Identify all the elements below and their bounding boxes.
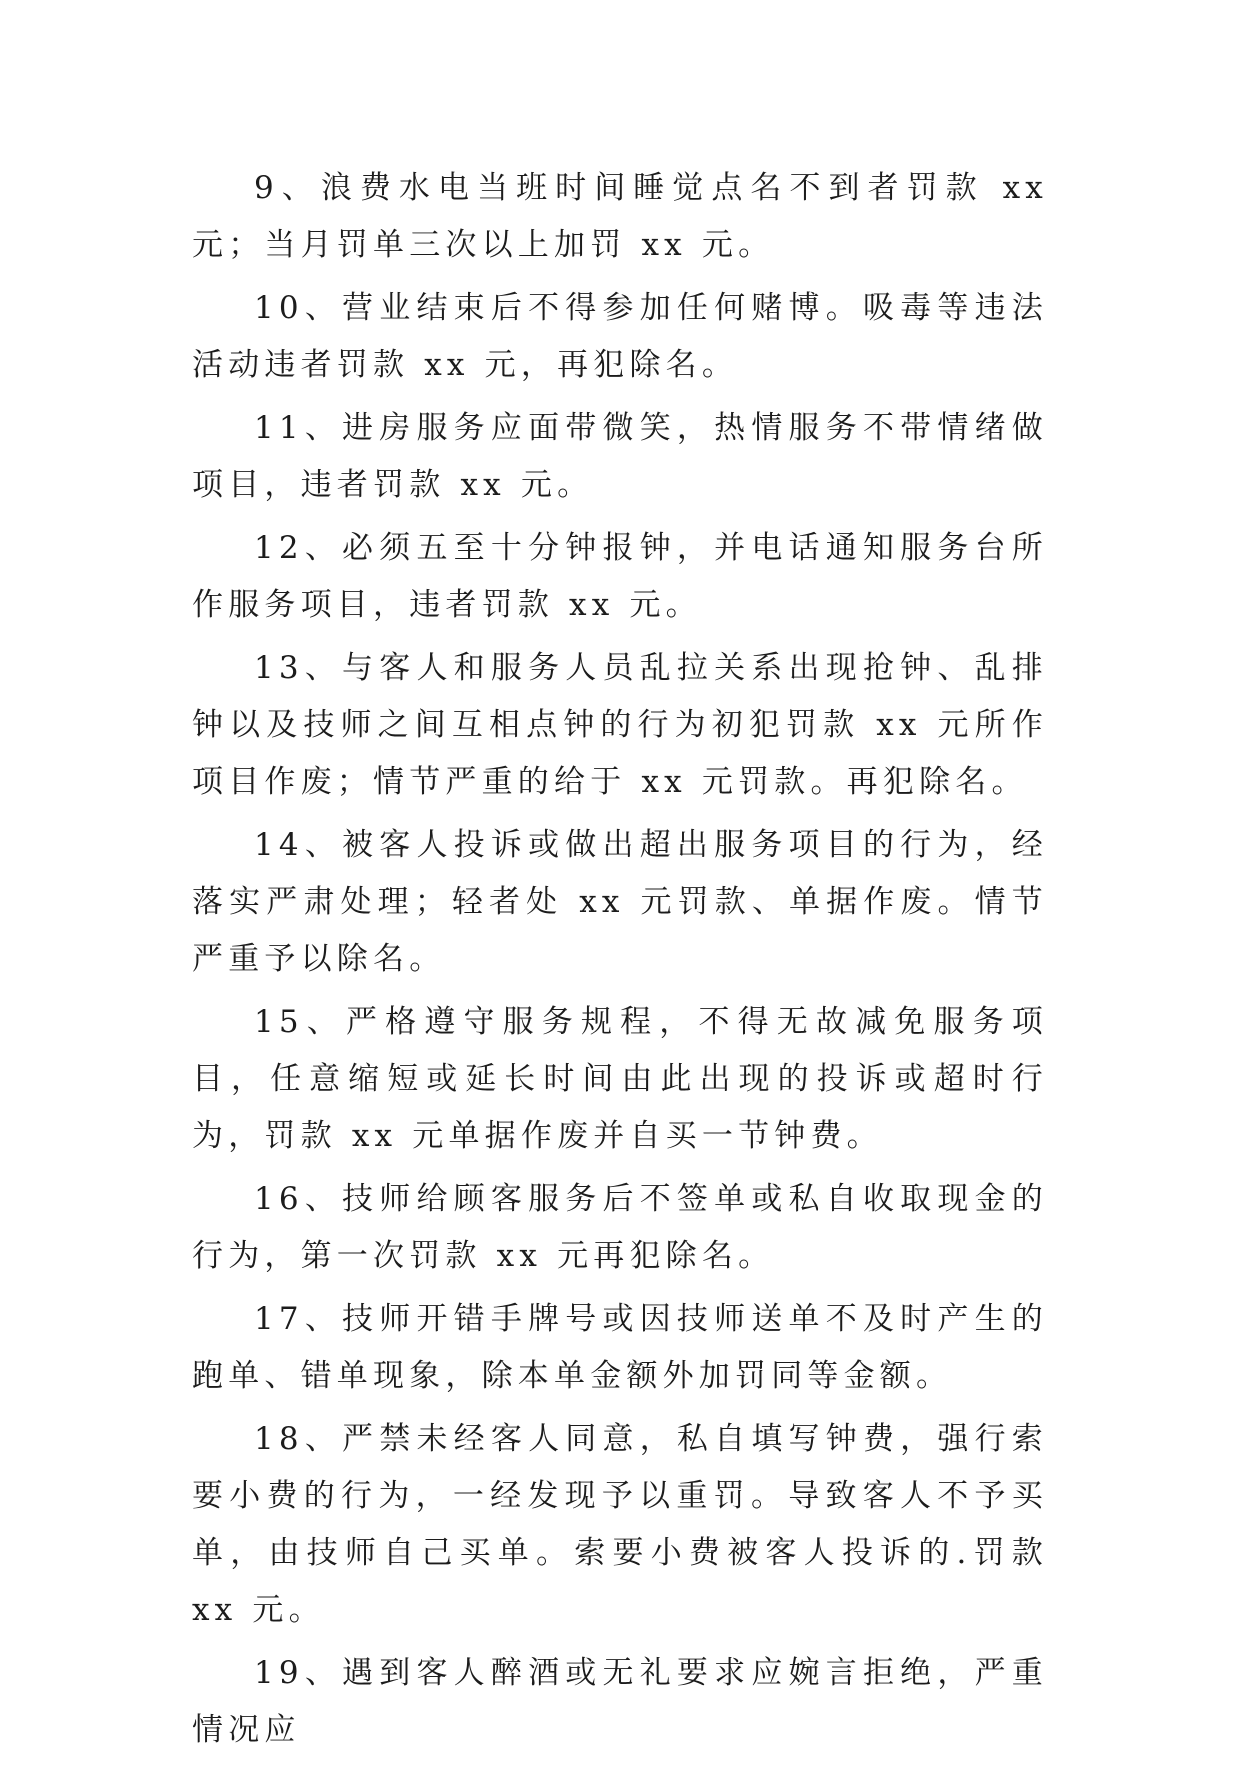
paragraph-rule-18: 18、严禁未经客人同意，私自填写钟费，强行索要小费的行为，一经发现予以重罚。导致客人不予买单，由技师自己买单。索要小费被客人投诉的.罚款 xx 元。 [192, 1421, 1048, 1628]
paragraph-rule-10: 10、营业结束后不得参加任何赌博。吸毒等违法活动违者罚款 xx 元，再犯除名。 [192, 290, 1048, 383]
paragraph-rule-17: 17、技师开错手牌号或因技师送单不及时产生的跑单、错单现象，除本单金额外加罚同等金额。 [192, 1301, 1048, 1394]
paragraph-rule-13: 13、与客人和服务人员乱拉关系出现抢钟、乱排钟以及技师之间互相点钟的行为初犯罚款 xx 元所作项目作废；情节严重的给于 xx 元罚款。再犯除名。 [192, 650, 1048, 800]
paragraph-rule-12: 12、必须五至十分钟报钟，并电话通知服务台所作服务项目，违者罚款 xx 元。 [192, 530, 1048, 623]
paragraph-rule-14: 14、被客人投诉或做出超出服务项目的行为，经落实严肃处理；轻者处 xx 元罚款、单据作废。情节严重予以除名。 [192, 827, 1048, 977]
paragraph-rule-19: 19、遇到客人醉酒或无礼要求应婉言拒绝，严重情况应 [192, 1655, 1048, 1748]
document-body [192, 160, 1048, 1765]
paragraph-rule-16: 16、技师给顾客服务后不签单或私自收取现金的行为，第一次罚款 xx 元再犯除名。 [192, 1181, 1048, 1274]
paragraph-rule-11: 11、进房服务应面带微笑，热情服务不带情绪做项目，违者罚款 xx 元。 [192, 410, 1048, 503]
paragraph-rule-15: 15、严格遵守服务规程，不得无故减免服务项目，任意缩短或延长时间由此出现的投诉或超时行为，罚款 xx 元单据作废并自买一节钟费。 [192, 1004, 1048, 1154]
paragraph-rule-9: 9、浪费水电当班时间睡觉点名不到者罚款 xx 元；当月罚单三次以上加罚 xx 元。 [192, 170, 1048, 263]
